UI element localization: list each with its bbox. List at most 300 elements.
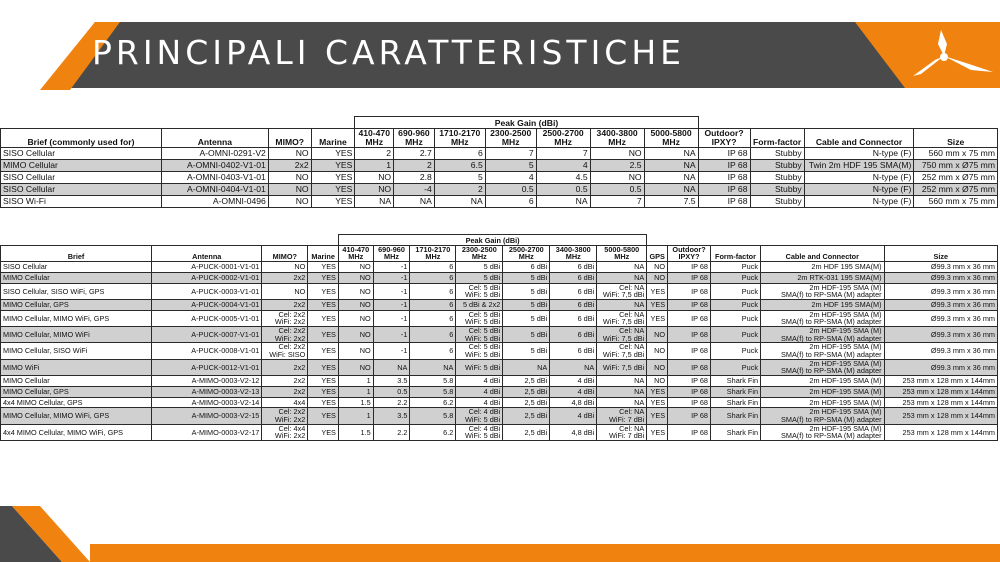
cell-line: MIMO Cellular: [3, 272, 50, 282]
cell-line: Stubby: [774, 160, 802, 171]
cell-line: YES: [321, 329, 336, 339]
cell-line: YES: [650, 386, 666, 396]
cell-line: Puck: [741, 272, 759, 282]
table-cell: [550, 262, 597, 273]
cell-line: 2m HDF-195 SMA (M): [809, 424, 882, 433]
table-cell: [152, 397, 262, 408]
cell-line: Puck: [741, 329, 759, 339]
cell-line: NO: [628, 148, 642, 159]
header-spacer: [268, 117, 311, 129]
cell-line: NO: [295, 184, 309, 195]
cell-line: 2x2: [293, 376, 306, 386]
table-cell: [503, 397, 550, 408]
table-cell: [262, 386, 308, 397]
cell-line: 6: [449, 262, 454, 272]
table-cell: [1, 327, 152, 343]
table-cell: [152, 359, 262, 375]
cell-line: 6: [449, 313, 454, 323]
cell-line: SMA(f) to RP-SMA (M) adapter: [781, 317, 882, 327]
cell-line: A-OMNI-0496: [212, 196, 266, 207]
table-cell: [485, 160, 536, 172]
cell-line: 6.2: [443, 397, 454, 407]
table-cell: [308, 272, 339, 283]
table-cell: [410, 408, 456, 424]
table-cell: [503, 386, 550, 397]
table-cell: [311, 196, 355, 208]
cell-line: NA: [634, 397, 645, 407]
cell-line: Stubby: [774, 184, 802, 195]
table-cell: [338, 424, 373, 440]
cell-line: YES: [321, 427, 336, 437]
table-cell: [268, 196, 311, 208]
table-cell: [1, 160, 162, 172]
cell-line: N-type (F): [872, 172, 912, 183]
table-cell: [750, 172, 804, 184]
cell-line: -1: [400, 286, 408, 296]
cell-line: 2m HDF 195 SMA(M): [811, 300, 882, 310]
cell-line: MIMO Cellular, SISO WiFi: [3, 346, 88, 356]
cell-line: 6 dBi: [530, 262, 548, 272]
cell-line: MIMO Cellular: [3, 376, 50, 386]
table-cell: [761, 300, 885, 311]
cell-line: NO: [654, 272, 666, 282]
table-cell: [268, 148, 311, 160]
cell-line: NO: [654, 376, 666, 386]
cell-line: Shark Fin: [726, 397, 759, 407]
cell-line: 3.5: [397, 376, 408, 386]
cell-line: YES: [321, 362, 336, 372]
cell-line: 2x2: [294, 160, 309, 171]
table-cell: [152, 310, 262, 326]
cell-line: 1: [366, 376, 371, 386]
table-cell: [152, 262, 262, 273]
table-row: [1, 272, 998, 283]
cell-line: Shark Fin: [726, 411, 759, 421]
table-cell: [644, 196, 698, 208]
table-cell: [668, 408, 711, 424]
table-cell: [698, 184, 750, 196]
column-header: Marine: [308, 245, 339, 261]
cell-line: NO: [654, 262, 666, 272]
cell-line: NO: [378, 172, 392, 183]
table-cell: [308, 262, 339, 273]
cell-line: 1.5: [360, 427, 371, 437]
cell-line: 2500-2700: [542, 128, 584, 138]
cell-line: 4,8 dBi: [571, 397, 595, 407]
table-cell: [152, 424, 262, 440]
cell-line: Puck: [741, 262, 759, 272]
cell-line: 410-470: [342, 245, 370, 254]
column-header: [410, 245, 456, 261]
table-cell: [262, 397, 308, 408]
cell-line: NO: [295, 172, 309, 183]
column-header: [536, 129, 590, 148]
cell-line: 252 mm x Ø75 mm: [921, 172, 995, 183]
column-header: Size: [884, 245, 997, 261]
cell-line: 6: [449, 300, 454, 310]
cell-line: 4.5: [575, 172, 588, 183]
peak-gain-header: Peak Gain (dBi): [355, 117, 698, 129]
table-cell: [884, 408, 997, 424]
table-cell: [161, 172, 268, 184]
cell-line: Cel: 4 dBi: [468, 424, 501, 433]
cell-line: -1: [400, 300, 408, 310]
cell-line: 5 dBi: [530, 313, 548, 323]
cell-line: YES: [650, 427, 666, 437]
cell-line: 6: [449, 272, 454, 282]
header-spacer: [152, 235, 262, 246]
header-spacer: [311, 117, 355, 129]
cell-line: Stubby: [774, 196, 802, 207]
cell-line: NA: [575, 196, 588, 207]
cell-line: WiFi: 7,5 dBi: [602, 333, 645, 343]
table-cell: [597, 262, 647, 273]
cell-line: N-type (F): [872, 148, 912, 159]
column-header: [394, 129, 435, 148]
table-row: [1, 397, 998, 408]
table-cell: [536, 148, 590, 160]
cell-line: 1: [366, 411, 371, 421]
cell-line: 5.8: [443, 386, 454, 396]
cell-line: 2m HDF-195 SMA (M): [809, 342, 882, 352]
cell-line: Cel: 4x4: [278, 424, 306, 433]
table-cell: [262, 283, 308, 299]
cell-line: IP 68: [691, 262, 708, 272]
table-cell: [373, 386, 410, 397]
table-cell: [355, 184, 394, 196]
cell-line: A-MIMO-0003-V2-17: [191, 427, 260, 437]
table-cell: [394, 196, 435, 208]
table-cell: [338, 397, 373, 408]
cell-line: N-type (F): [872, 196, 912, 207]
table-cell: [761, 272, 885, 283]
cell-line: A-PUCK-0005-V1-01: [191, 313, 260, 323]
table-cell: [373, 327, 410, 343]
table-cell: [373, 283, 410, 299]
cell-line: Cel: 2x2: [278, 326, 306, 336]
table-cell: [668, 300, 711, 311]
table-cell: [152, 376, 262, 387]
cell-line: MIMO Cellular, MIMO WiFi: [3, 329, 90, 339]
cell-line: WiFi: 7 dBi: [608, 431, 645, 441]
table-cell: [434, 184, 485, 196]
footer-orange-band: [90, 544, 1000, 562]
cell-line: WiFi: 2x2: [274, 431, 306, 441]
table-cell: [152, 272, 262, 283]
table-cell: [698, 148, 750, 160]
table-cell: [456, 272, 503, 283]
table-cell: [668, 283, 711, 299]
table-cell: [308, 376, 339, 387]
table-cell: [597, 283, 647, 299]
table-cell: [550, 327, 597, 343]
cell-line: WiFi: 7,5 dBi: [602, 317, 645, 327]
table-cell: [410, 300, 456, 311]
table-cell: [668, 327, 711, 343]
cell-line: WiFi: 5 dBi: [465, 317, 501, 327]
table-cell: [1, 343, 152, 359]
cell-line: 253 mm x 128 mm x 144mm: [902, 386, 995, 396]
cell-line: A-PUCK-0003-V1-01: [191, 286, 260, 296]
column-header: [550, 245, 597, 261]
cell-line: Cel: 5 dBi: [468, 310, 501, 319]
cell-line: A-PUCK-0012-V1-01: [191, 362, 260, 372]
table-row: [1, 283, 998, 299]
cell-line: -1: [400, 262, 408, 272]
table-cell: [262, 262, 308, 273]
cell-line: Twin 2m HDF 195 SMA(M): [808, 160, 912, 171]
table-cell: [914, 196, 998, 208]
table-cell: [338, 359, 373, 375]
table-row: [1, 310, 998, 326]
table-cell: [394, 172, 435, 184]
table-cell: [434, 196, 485, 208]
table-row: [1, 262, 998, 273]
table-cell: [597, 343, 647, 359]
table-cell: [503, 310, 550, 326]
cell-line: Shark Fin: [726, 427, 759, 437]
cell-line: 2x2: [293, 386, 306, 396]
cell-line: IP 68: [727, 172, 748, 183]
cell-line: SISO Cellular: [3, 148, 56, 159]
table-cell: [761, 343, 885, 359]
table-cell: [503, 283, 550, 299]
table-cell: [668, 424, 711, 440]
cell-line: Cel: 5 dBi: [468, 326, 501, 336]
cell-line: 5 dBi: [530, 272, 548, 282]
cell-line: MIMO WiFi: [3, 362, 40, 372]
table-cell: [668, 272, 711, 283]
table-cell: [647, 386, 668, 397]
table-cell: [710, 283, 760, 299]
cell-line: 5 dBi: [530, 300, 548, 310]
cell-line: NA: [683, 160, 696, 171]
cell-line: Puck: [741, 346, 759, 356]
table-row: [1, 359, 998, 375]
table-cell: [804, 172, 914, 184]
table-cell: [536, 172, 590, 184]
cell-line: 6.5: [470, 160, 483, 171]
table-cell: [710, 262, 760, 273]
cell-line: Shark Fin: [726, 386, 759, 396]
table-cell: [308, 283, 339, 299]
table-cell: [394, 160, 435, 172]
table-cell: [550, 310, 597, 326]
cell-line: 5 dBi & 2x2: [462, 300, 501, 310]
table-cell: [503, 272, 550, 283]
cell-line: NO: [359, 262, 371, 272]
table-cell: [884, 424, 997, 440]
cell-line: NA: [584, 362, 595, 372]
table-cell: [338, 343, 373, 359]
cell-line: 6 dBi: [577, 262, 595, 272]
cell-line: MHz: [614, 252, 630, 262]
cell-line: NO: [359, 300, 371, 310]
cell-line: 5 dBi: [483, 262, 501, 272]
table-cell: [597, 386, 647, 397]
table-cell: [668, 262, 711, 273]
cell-line: WiFi: 7,5 dBi: [602, 290, 645, 300]
cell-line: IP 68: [691, 346, 708, 356]
cell-line: 2m HDF-195 SMA (M): [809, 397, 882, 407]
cell-line: IP 68: [691, 362, 708, 372]
cell-line: YES: [321, 411, 336, 421]
cell-line: 2,5 dBi: [524, 376, 548, 386]
cell-line: WiFi: 7,5 dBi: [602, 362, 645, 372]
table-cell: [410, 386, 456, 397]
cell-line: NO: [295, 148, 309, 159]
table-cell: [1, 386, 152, 397]
table-cell: [550, 397, 597, 408]
cell-line: YES: [650, 300, 666, 310]
cell-line: NO: [359, 286, 371, 296]
cell-line: 4: [582, 160, 588, 171]
header-row-group: [1, 235, 998, 246]
cell-line: NA: [634, 272, 645, 282]
cell-line: Ø99.3 mm x 36 mm: [930, 300, 995, 310]
cell-line: Cel: 5 dBi: [468, 283, 501, 292]
cell-line: WiFi: 7 dBi: [608, 415, 645, 425]
table-cell: [355, 160, 394, 172]
table-cell: [373, 408, 410, 424]
cell-line: MHz: [405, 137, 423, 148]
cell-line: 6 dBi: [577, 329, 595, 339]
cell-line: NA: [683, 184, 696, 195]
cell-line: YES: [321, 300, 336, 310]
table-cell: [698, 160, 750, 172]
column-header: Form-factor: [710, 245, 760, 261]
table-cell: [338, 310, 373, 326]
cell-line: 2: [386, 148, 392, 159]
header-spacer: [750, 117, 804, 129]
cell-line: NA: [634, 300, 645, 310]
cell-line: 2,5 dBi: [524, 386, 548, 396]
header-spacer: [647, 235, 668, 246]
cell-line: A-PUCK-0001-V1-01: [191, 262, 260, 272]
header-row-group: [1, 117, 998, 129]
cell-line: A-MIMO-0003-V2-14: [191, 397, 260, 407]
cell-line: NO: [294, 262, 306, 272]
table-cell: [394, 148, 435, 160]
cell-line: WiFi: 5 dBi: [465, 290, 501, 300]
cell-line: SMA(f) to RP-SMA (M) adapter: [781, 366, 882, 376]
table-cell: [456, 343, 503, 359]
table-cell: [750, 196, 804, 208]
table-cell: [884, 397, 997, 408]
table-cell: [647, 300, 668, 311]
cell-line: NO: [359, 329, 371, 339]
cell-line: A-PUCK-0007-V1-01: [191, 329, 260, 339]
table-cell: [597, 310, 647, 326]
table-cell: [373, 310, 410, 326]
antenna-table-puck-mimo: [0, 234, 998, 441]
table-cell: [550, 283, 597, 299]
cell-line: Cel: NA: [619, 310, 645, 319]
table-cell: [338, 327, 373, 343]
table-cell: [485, 184, 536, 196]
cell-line: MIMO Cellular, MIMO WiFi, GPS: [3, 411, 110, 421]
table-cell: [410, 327, 456, 343]
table-cell: [434, 172, 485, 184]
table-cell: [884, 343, 997, 359]
table-cell: [456, 310, 503, 326]
cell-line: WiFi: 2x2: [274, 317, 306, 327]
table-cell: [644, 160, 698, 172]
table-cell: [355, 148, 394, 160]
cell-line: IP 68: [727, 196, 748, 207]
cell-line: 1710-2170: [439, 128, 481, 138]
cell-line: N-type (F): [872, 184, 912, 195]
table-cell: [597, 327, 647, 343]
cell-line: Stubby: [774, 172, 802, 183]
table-cell: [590, 148, 644, 160]
column-header: MIMO?: [262, 245, 308, 261]
table-cell: [536, 160, 590, 172]
table-cell: [710, 424, 760, 440]
footer-stripe: [0, 506, 1000, 562]
cell-line: 5.8: [443, 376, 454, 386]
cell-line: MHz: [518, 252, 534, 262]
table-cell: [536, 184, 590, 196]
table-cell: [550, 300, 597, 311]
table-cell: [485, 172, 536, 184]
cell-line: MHz: [425, 252, 441, 262]
cell-line: A-PUCK-0002-V1-01: [191, 272, 260, 282]
header-spacer: [262, 235, 308, 246]
cell-line: 4 dBi: [483, 376, 501, 386]
cell-line: 2m HDF-195 SMA (M): [809, 407, 882, 417]
table-cell: [262, 376, 308, 387]
table-cell: [597, 359, 647, 375]
cell-line: 410-470: [358, 128, 390, 138]
table-cell: [597, 300, 647, 311]
cell-line: 6 dBi: [577, 313, 595, 323]
table-cell: [710, 343, 760, 359]
cell-line: 2m HDF-195 SMA (M): [809, 283, 882, 292]
cell-line: MHz: [608, 137, 626, 148]
cell-line: 2x2: [293, 362, 306, 372]
cell-line: 1.5: [360, 397, 371, 407]
cell-line: 252 mm x Ø75 mm: [921, 184, 995, 195]
table-cell: [668, 376, 711, 387]
table-row: [1, 327, 998, 343]
cell-line: IP 68: [691, 397, 708, 407]
cell-line: SISO Cellular, SISO WiFi, GPS: [3, 286, 105, 296]
table-cell: [550, 408, 597, 424]
cell-line: MHz: [501, 137, 520, 148]
cell-line: 2m HDF-195 SMA (M): [809, 376, 882, 386]
table-cell: [884, 386, 997, 397]
table-cell: [668, 359, 711, 375]
cell-line: Ø99.3 mm x 36 mm: [930, 262, 995, 272]
cell-line: 750 mm x Ø75 mm: [921, 160, 995, 171]
cell-line: IPXY?: [678, 252, 700, 262]
table-cell: [668, 386, 711, 397]
cell-line: NA: [419, 196, 432, 207]
cell-line: 2m HDF-195 SMA (M): [809, 310, 882, 319]
table-cell: [456, 408, 503, 424]
column-header: Cable and Connector: [761, 245, 885, 261]
table-cell: [338, 272, 373, 283]
cell-line: Cel: 5 dBi: [468, 342, 501, 352]
column-header: GPS: [647, 245, 668, 261]
cell-line: 4x4 MIMO Cellular, MIMO WiFi, GPS: [3, 427, 124, 437]
column-header: Cable and Connector: [804, 129, 914, 148]
table-cell: [1, 408, 152, 424]
table-cell: [884, 327, 997, 343]
table-row: [1, 424, 998, 440]
table-cell: [503, 343, 550, 359]
